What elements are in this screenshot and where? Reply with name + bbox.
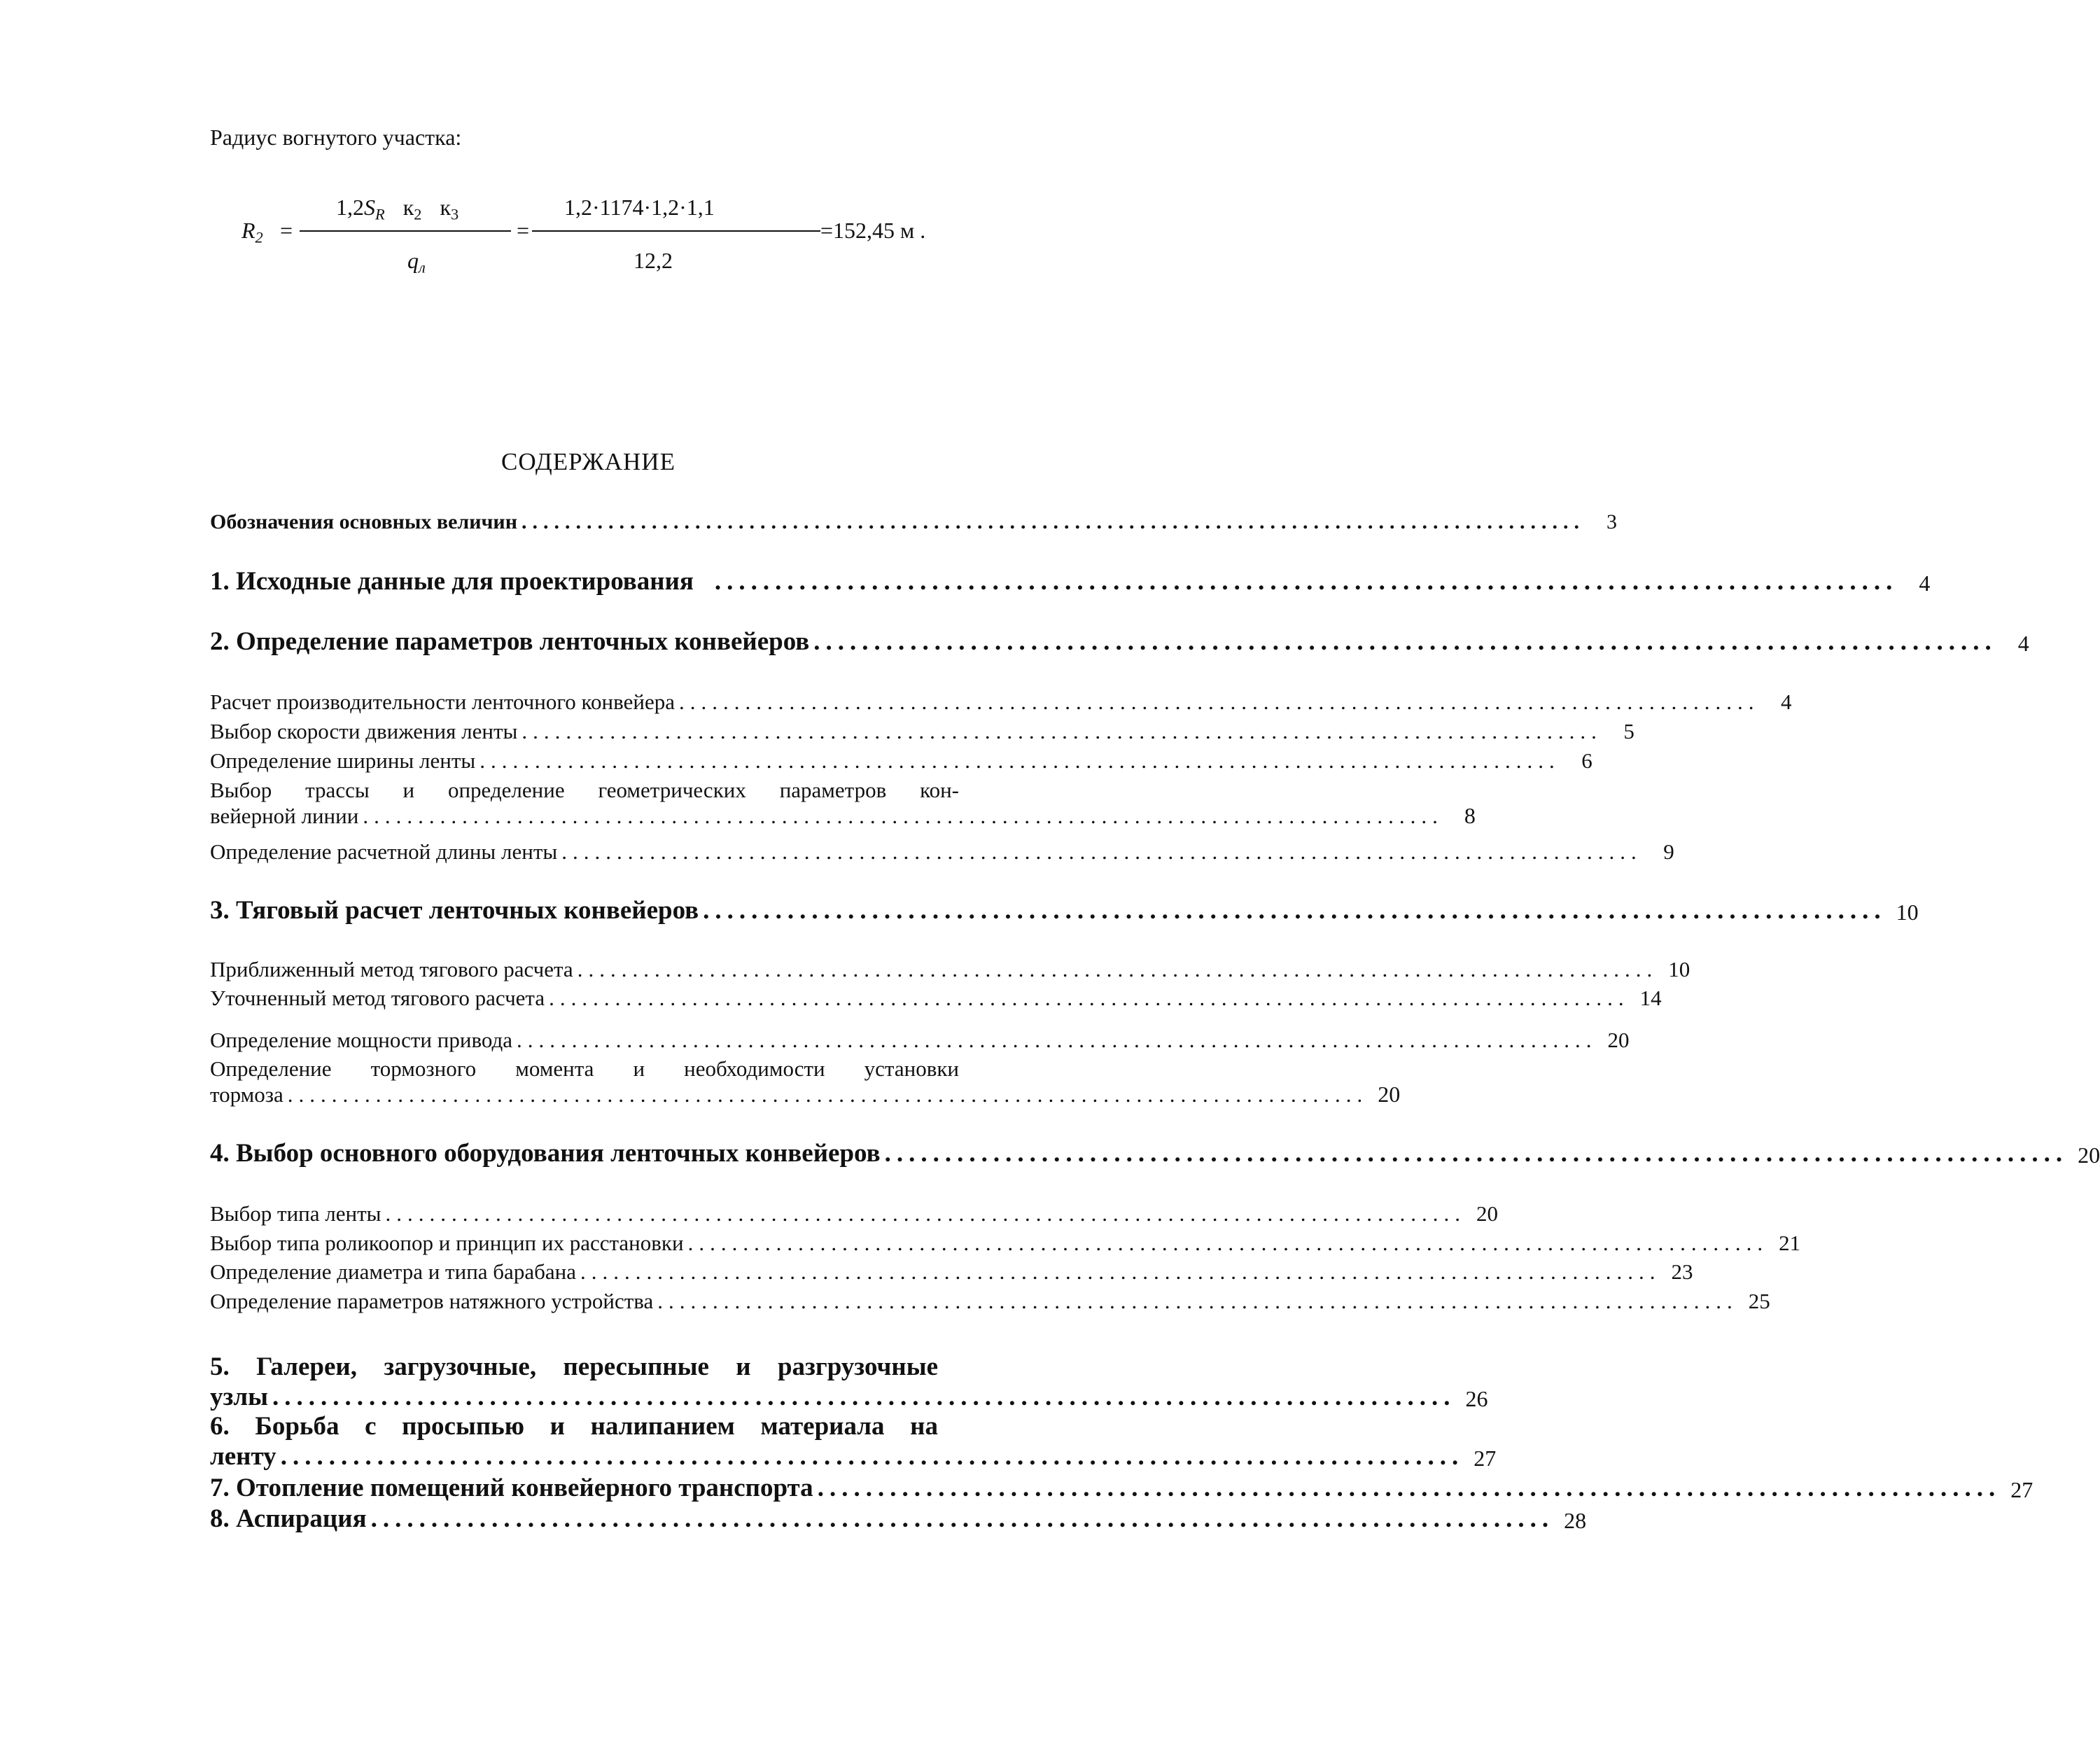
toc-section: 8. Аспирация .................................................................................................. 28: [210, 1504, 1587, 1533]
toc-entry: Выбор скорости движения ленты .................................................................................................. 5: [210, 719, 1634, 743]
radius-formula: [0, 188, 1177, 293]
toc-entry-multiline: Выбор трассы и определение геометрических параметров кон- вейерной линии .................................................................................................. 8: [210, 778, 1476, 828]
toc-section: 4. Выбор основного оборудования ленточных конвейеров .................................................................................................. 20: [210, 1139, 2100, 1168]
toc-title: СОДЕРЖАНИЕ: [501, 448, 676, 475]
toc-section: 2. Определение параметров ленточных конвейеров .................................................................................................. 4: [210, 627, 2029, 656]
toc-section: 3. Тяговый расчет ленточных конвейеров .................................................................................................. 10: [210, 896, 1919, 925]
fraction-bar-1: [300, 230, 511, 232]
toc-section: 7. Отопление помещений конвейерного транспорта .................................................................................................. 27: [210, 1474, 2033, 1502]
intro-text: Радиус вогнутого участка:: [210, 125, 462, 150]
toc-section: 1. Исходные данные для проектирования .................................................................................................. 4: [210, 567, 1931, 596]
formula-lhs: $R_2$: [241, 218, 263, 246]
formula-equals-1: =: [280, 218, 293, 243]
toc-entry: Определение диаметра и типа барабана .................................................................................................. 23: [210, 1259, 1693, 1284]
toc-entry: Выбор типа роликоопор и принцип их расстановки .................................................................................................. 21: [210, 1231, 1801, 1255]
fraction-bar-2: [532, 230, 820, 232]
formula-equals-2: =: [517, 218, 530, 243]
toc-entry: Определение параметров натяжного устройства .................................................................................................. 25: [210, 1289, 1770, 1313]
toc-section-multiline: 5. Галереи, загрузочные, пересыпные и разгрузочные узлы .................................................................................................. 26: [210, 1352, 1488, 1411]
toc-entry: Обозначения основных величин .................................................................................................. 3: [210, 510, 1617, 533]
formula-numerator-2: 1,2·1174·1,2·1,1: [564, 195, 715, 220]
toc-entry: Расчет производительности ленточного конвейера .................................................................................................. 4: [210, 690, 1792, 714]
formula-denominator-1: $q_л$: [407, 248, 426, 277]
formula-result: =152,45 м .: [820, 218, 926, 243]
formula-denominator-2: 12,2: [634, 248, 673, 273]
toc-entry-multiline: Определение тормозного момента и необходимости установки тормоза .................................................................................................. 20: [210, 1056, 1401, 1107]
toc-entry: Приближенный метод тягового расчета .................................................................................................. 10: [210, 957, 1690, 981]
toc-entry: Выбор типа ленты .................................................................................................. 20: [210, 1201, 1498, 1226]
toc-entry: Определение ширины ленты .................................................................................................. 6: [210, 748, 1592, 773]
toc-entry: Уточненный метод тягового расчета .................................................................................................. 14: [210, 986, 1662, 1010]
toc-entry: Определение мощности привода .................................................................................................. 20: [210, 1028, 1630, 1052]
toc-entry: Определение расчетной длины ленты .................................................................................................. 9: [210, 839, 1674, 864]
toc-section-multiline: 6. Борьба с просыпью и налипанием материала на ленту .................................................................................................. 27: [210, 1412, 1497, 1471]
formula-numerator-1: $1,2S_R$ $к_2$ $к_3$: [336, 195, 459, 223]
